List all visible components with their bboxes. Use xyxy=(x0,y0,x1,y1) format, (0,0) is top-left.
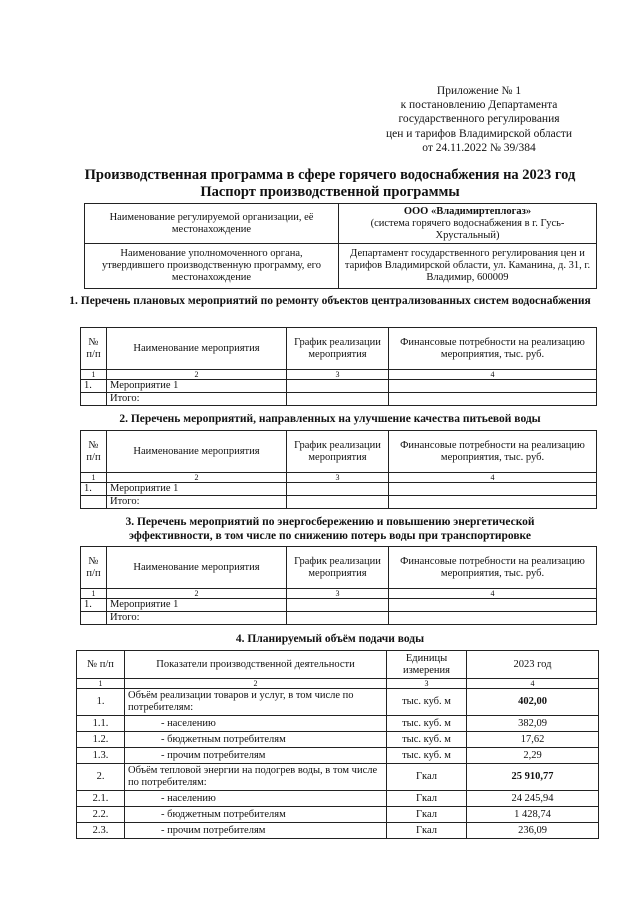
total-label: Итого: xyxy=(107,393,287,406)
section-4-table xyxy=(76,650,599,839)
col-indicator-header: Показатели производственной деятельности xyxy=(125,651,387,679)
row-indicator: - прочим потребителям xyxy=(125,823,387,839)
row-num: 1. xyxy=(81,380,107,393)
row-num: 1.1. xyxy=(77,716,125,732)
col-index: 4 xyxy=(389,589,597,599)
col-num-header: № п/п xyxy=(81,431,107,473)
col-year-header: 2023 год xyxy=(467,651,599,679)
col-index: 3 xyxy=(387,679,467,689)
col-index: 4 xyxy=(389,473,597,483)
total-label: Итого: xyxy=(107,612,287,625)
title-line-1: Производственная программа в сфере горячего водоснабжения на 2023 год xyxy=(84,167,576,183)
row-indicator: - бюджетным потребителям xyxy=(125,732,387,748)
row-indicator: Объём реализации товаров и услуг, в том числе по потребителям: xyxy=(125,689,387,716)
col-index: 3 xyxy=(287,589,389,599)
row-num: 1. xyxy=(77,689,125,716)
appendix-line: от 24.11.2022 № 39/384 xyxy=(422,141,536,154)
row-num: 2.1. xyxy=(77,791,125,807)
total-finance xyxy=(389,612,597,625)
row-schedule xyxy=(287,380,389,393)
row-num: 2.3. xyxy=(77,823,125,839)
section-1-title: 1. Перечень плановых мероприятий по ремонту объектов централизованных систем водоснабжения xyxy=(69,295,591,307)
row-name: Мероприятие 1 xyxy=(107,483,287,496)
col-index: 1 xyxy=(81,589,107,599)
col-index: 4 xyxy=(467,679,599,689)
col-finance-header: Финансовые потребности на реализацию мероприятия, тыс. руб. xyxy=(389,431,597,473)
document-title xyxy=(60,167,600,201)
col-finance-header: Финансовые потребности на реализацию мероприятия, тыс. руб. xyxy=(389,547,597,589)
row-finance xyxy=(389,380,597,393)
row-value: 17,62 xyxy=(467,732,599,748)
col-index: 2 xyxy=(107,370,287,380)
row-unit: тыс. куб. м xyxy=(387,748,467,764)
row-indicator: - населению xyxy=(125,716,387,732)
row-value: 25 910,77 xyxy=(467,764,599,791)
row-unit: тыс. куб. м xyxy=(387,716,467,732)
col-name-header: Наименование мероприятия xyxy=(107,547,287,589)
total-num xyxy=(81,496,107,509)
total-schedule xyxy=(287,612,389,625)
row-num: 2.2. xyxy=(77,807,125,823)
passport-authority-value: Департамент государственного регулирования цен и тарифов Владимирской области, ул. Каманина, д. 31, г. Владимир, 600009 xyxy=(339,244,597,289)
row-value: 382,09 xyxy=(467,716,599,732)
row-unit: Гкал xyxy=(387,823,467,839)
row-indicator: - бюджетным потребителям xyxy=(125,807,387,823)
col-num-header: № п/п xyxy=(81,328,107,370)
total-num xyxy=(81,393,107,406)
row-indicator: Объём тепловой энергии на подогрев воды, в том числе по потребителям: xyxy=(125,764,387,791)
passport-authority-label: Наименование уполномоченного органа, утвердившего производственную программу, его местонахождение xyxy=(85,244,339,289)
col-unit-header: Единицы измерения xyxy=(387,651,467,679)
row-finance xyxy=(389,599,597,612)
org-name: ООО «Владимиртеплогаз» xyxy=(403,205,532,217)
col-name-header: Наименование мероприятия xyxy=(107,328,287,370)
row-unit: Гкал xyxy=(387,807,467,823)
col-schedule-header: График реализации мероприятия xyxy=(287,431,389,473)
section-2-title: 2. Перечень мероприятий, направленных на улучшение качества питьевой воды xyxy=(119,413,541,425)
col-schedule-header: График реализации мероприятия xyxy=(287,328,389,370)
section-4-title: 4. Планируемый объём подачи воды xyxy=(235,633,425,645)
col-index: 2 xyxy=(107,589,287,599)
row-num: 1. xyxy=(81,599,107,612)
col-index: 4 xyxy=(389,370,597,380)
col-index: 1 xyxy=(81,370,107,380)
passport-org-label: Наименование регулируемой организации, её местонахождение xyxy=(85,204,339,244)
total-label: Итого: xyxy=(107,496,287,509)
col-index: 3 xyxy=(287,473,389,483)
appendix-line: Приложение № 1 xyxy=(436,85,522,97)
col-name-header: Наименование мероприятия xyxy=(107,431,287,473)
row-value: 236,09 xyxy=(467,823,599,839)
row-value: 24 245,94 xyxy=(467,791,599,807)
row-num: 1.3. xyxy=(77,748,125,764)
appendix-line: государственного регулирования xyxy=(398,113,560,126)
row-unit: тыс. куб. м xyxy=(387,732,467,748)
total-schedule xyxy=(287,496,389,509)
passport-org-value xyxy=(339,204,597,244)
row-unit: Гкал xyxy=(387,764,467,791)
row-schedule xyxy=(287,483,389,496)
appendix-block xyxy=(370,84,588,155)
row-value: 2,29 xyxy=(467,748,599,764)
col-index: 1 xyxy=(81,473,107,483)
col-num-header: № п/п xyxy=(77,651,125,679)
row-finance xyxy=(389,483,597,496)
total-finance xyxy=(389,496,597,509)
col-schedule-header: График реализации мероприятия xyxy=(287,547,389,589)
row-indicator: - населению xyxy=(125,791,387,807)
section-2-table xyxy=(80,430,597,509)
col-index: 1 xyxy=(77,679,125,689)
total-finance xyxy=(389,393,597,406)
section-1-table xyxy=(80,327,597,406)
total-num xyxy=(81,612,107,625)
row-num: 1.2. xyxy=(77,732,125,748)
row-name: Мероприятие 1 xyxy=(107,380,287,393)
row-num: 2. xyxy=(77,764,125,791)
row-name: Мероприятие 1 xyxy=(107,599,287,612)
section-3-table xyxy=(80,546,597,625)
total-schedule xyxy=(287,393,389,406)
row-indicator: - прочим потребителям xyxy=(125,748,387,764)
title-line-2: Паспорт производственной программы xyxy=(200,184,460,200)
appendix-line: к постановлению Департамента xyxy=(400,99,558,112)
row-schedule xyxy=(287,599,389,612)
org-details: (система горячего водоснабжения в г. Гусь-Хрустальный) xyxy=(370,217,565,241)
row-value: 1 428,74 xyxy=(467,807,599,823)
col-finance-header: Финансовые потребности на реализацию мероприятия, тыс. руб. xyxy=(389,328,597,370)
row-unit: тыс. куб. м xyxy=(387,689,467,716)
col-index: 2 xyxy=(125,679,387,689)
col-num-header: № п/п xyxy=(81,547,107,589)
row-num: 1. xyxy=(81,483,107,496)
col-index: 2 xyxy=(107,473,287,483)
row-unit: Гкал xyxy=(387,791,467,807)
row-value: 402,00 xyxy=(467,689,599,716)
col-index: 3 xyxy=(287,370,389,380)
passport-table xyxy=(84,203,597,289)
section-3-title: 3. Перечень мероприятий по энергосбережению и повышению энергетической эффективности, в том числе по снижению потерь воды при транспортировке xyxy=(125,516,535,542)
appendix-line: цен и тарифов Владимирской области xyxy=(385,127,573,140)
